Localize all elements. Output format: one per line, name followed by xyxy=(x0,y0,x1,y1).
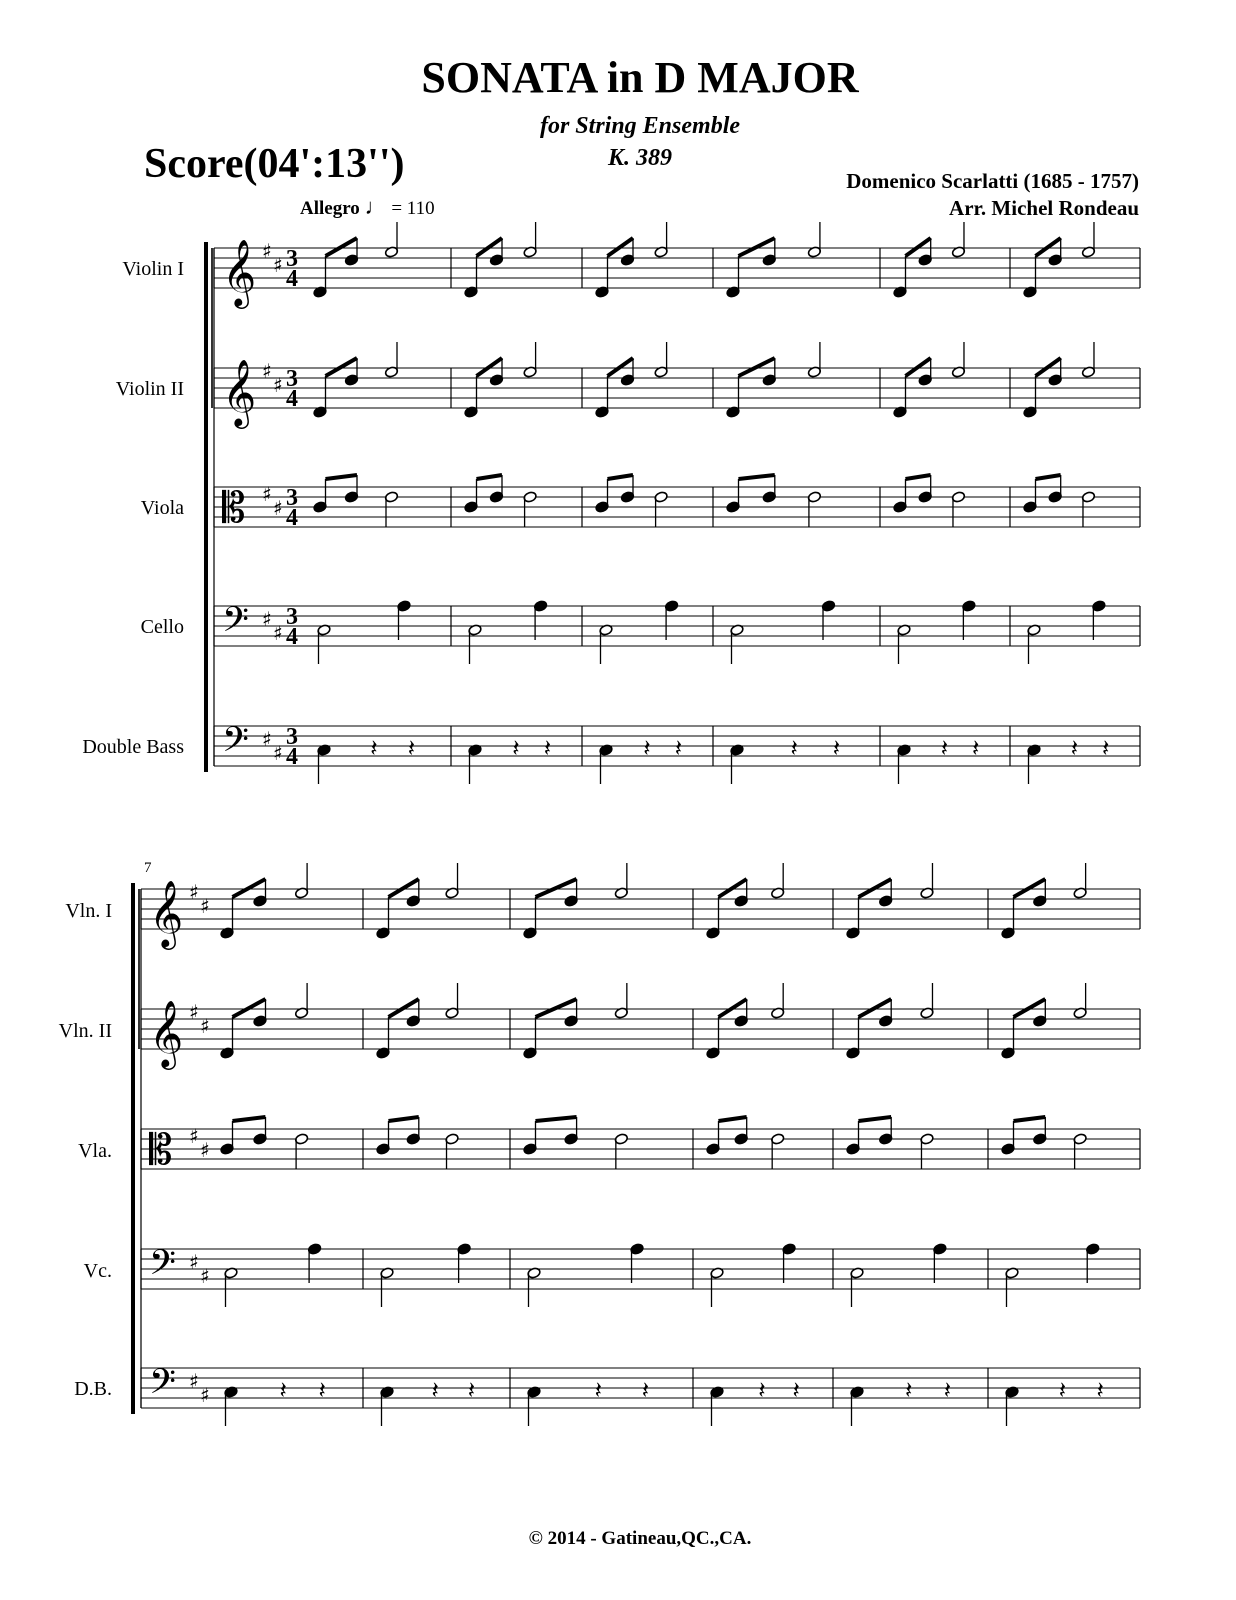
instrument-label: Viola xyxy=(140,497,184,519)
time-signature-digit: 4 xyxy=(286,744,298,770)
instrument-label: Vln. I xyxy=(65,900,112,922)
time-signature-digit: 4 xyxy=(286,624,298,650)
sharp-icon: ♯ xyxy=(273,253,283,277)
treble-clef-icon: 𝄞 xyxy=(149,999,184,1067)
beam xyxy=(536,1117,577,1121)
sharp-icon: ♯ xyxy=(189,880,199,904)
treble-clef-icon: 𝄞 xyxy=(222,358,257,426)
sharp-icon: ♯ xyxy=(189,1250,199,1274)
quarter-rest-icon: 𝄽 xyxy=(431,1376,439,1404)
instrument-label: Vla. xyxy=(78,1140,112,1162)
sharp-icon: ♯ xyxy=(200,894,210,918)
sharp-icon: ♯ xyxy=(200,1138,210,1162)
instrument-label: Double Bass xyxy=(82,736,184,758)
bass-clef-icon: 𝄢 xyxy=(222,599,250,648)
beam xyxy=(859,1117,892,1121)
quarter-rest-icon: 𝄽 xyxy=(594,1376,603,1404)
beam xyxy=(719,1117,747,1121)
quarter-rest-icon: 𝄽 xyxy=(905,1376,913,1404)
beam xyxy=(859,999,892,1017)
beam xyxy=(719,999,747,1017)
sharp-icon: ♯ xyxy=(273,496,283,520)
beam xyxy=(477,358,503,376)
time-signature-digit: 3 xyxy=(286,604,298,630)
beam xyxy=(859,879,892,897)
quarter-rest-icon: 𝄽 xyxy=(407,734,416,762)
sharp-icon: ♯ xyxy=(200,1383,210,1407)
quarter-rest-icon: 𝄽 xyxy=(543,734,552,762)
tempo-text: Allegro xyxy=(300,198,360,219)
sharp-icon: ♯ xyxy=(273,621,283,645)
quarter-rest-icon: 𝄽 xyxy=(972,734,980,762)
sharp-icon: ♯ xyxy=(189,1124,199,1148)
time-signature-digit: 4 xyxy=(286,386,298,412)
sharp-icon: ♯ xyxy=(189,1000,199,1024)
sharp-icon: ♯ xyxy=(262,359,272,383)
beam xyxy=(389,879,419,897)
beam xyxy=(536,999,577,1017)
beam xyxy=(906,475,931,479)
time-signature-digit: 4 xyxy=(286,505,298,531)
treble-clef-icon: 𝄞 xyxy=(149,879,184,947)
instrument-label: D.B. xyxy=(74,1378,112,1400)
quarter-rest-icon: 𝄽 xyxy=(641,1376,650,1404)
quarter-rest-icon: 𝄽 xyxy=(758,1376,766,1404)
beam xyxy=(608,358,634,376)
beam xyxy=(1014,879,1046,897)
bass-clef-icon: 𝄢 xyxy=(149,1242,177,1291)
beam xyxy=(536,879,577,897)
time-signature-digit: 3 xyxy=(286,485,298,511)
copyright: © 2014 - Gatineau,QC.,CA. xyxy=(528,1528,752,1549)
score-duration-label: Score(04':13'') xyxy=(144,141,405,187)
quarter-rest-icon: 𝄽 xyxy=(1070,734,1079,762)
measure-number: 7 xyxy=(144,860,152,876)
instrument-label: Cello xyxy=(140,616,184,638)
quarter-rest-icon: 𝄽 xyxy=(790,734,798,762)
beam xyxy=(739,358,775,376)
beam xyxy=(477,238,503,256)
beam xyxy=(906,358,931,376)
sharp-icon: ♯ xyxy=(273,373,283,397)
time-signature-digit: 3 xyxy=(286,724,298,750)
tempo-value: = 110 xyxy=(391,198,435,219)
beam xyxy=(1014,1117,1046,1121)
beam xyxy=(739,475,775,479)
beam xyxy=(1036,475,1061,479)
quarter-rest-icon: 𝄽 xyxy=(643,734,651,762)
instrument-label: Vc. xyxy=(83,1260,112,1282)
quarter-rest-icon: 𝄽 xyxy=(792,1376,800,1404)
quarter-rest-icon: 𝄽 xyxy=(832,734,841,762)
arranger: Arr. Michel Rondeau xyxy=(949,196,1139,220)
quarter-rest-icon: 𝄽 xyxy=(467,1376,476,1404)
beam xyxy=(233,999,266,1017)
time-signature-digit: 4 xyxy=(286,266,298,292)
quarter-rest-icon: 𝄽 xyxy=(1058,1376,1067,1404)
time-signature-digit: 3 xyxy=(286,366,298,392)
beam xyxy=(608,238,634,256)
composer: Domenico Scarlatti (1685 - 1757) xyxy=(846,169,1139,193)
instrument-label: Violin I xyxy=(122,258,184,280)
quarter-rest-icon: 𝄽 xyxy=(318,1376,326,1404)
beam xyxy=(326,358,358,376)
beam xyxy=(477,475,503,479)
sharp-icon: ♯ xyxy=(262,607,272,631)
bass-clef-icon: 𝄢 xyxy=(149,1361,177,1410)
alto-clef-icon: 𝄡 xyxy=(149,1125,173,1174)
instrument-label: Violin II xyxy=(115,378,184,400)
catalog-number: K. 389 xyxy=(607,145,672,171)
page-title: SONATA in D MAJOR xyxy=(421,53,859,102)
quarter-note-icon: ♩ xyxy=(364,194,387,219)
treble-clef-icon: 𝄞 xyxy=(222,238,257,306)
alto-clef-icon: 𝄡 xyxy=(222,483,246,532)
beam xyxy=(389,1117,419,1121)
quarter-rest-icon: 𝄽 xyxy=(940,734,949,762)
time-signature-digit: 3 xyxy=(286,246,298,272)
sharp-icon: ♯ xyxy=(262,727,272,751)
beam xyxy=(233,879,266,897)
beam xyxy=(906,238,931,256)
quarter-rest-icon: 𝄽 xyxy=(512,734,520,762)
quarter-rest-icon: 𝄽 xyxy=(674,734,683,762)
beam xyxy=(739,238,775,256)
beam xyxy=(326,475,358,479)
beam xyxy=(719,879,747,897)
beam xyxy=(233,1117,266,1121)
subtitle: for String Ensemble xyxy=(539,113,741,139)
quarter-rest-icon: 𝄽 xyxy=(370,734,378,762)
quarter-rest-icon: 𝄽 xyxy=(1096,1376,1104,1404)
beam xyxy=(1036,358,1061,376)
sharp-icon: ♯ xyxy=(189,1369,199,1393)
quarter-rest-icon: 𝄽 xyxy=(943,1376,952,1404)
sharp-icon: ♯ xyxy=(200,1014,210,1038)
quarter-rest-icon: 𝄽 xyxy=(279,1376,287,1404)
quarter-rest-icon: 𝄽 xyxy=(1102,734,1110,762)
sharp-icon: ♯ xyxy=(262,482,272,506)
sharp-icon: ♯ xyxy=(273,741,283,765)
instrument-label: Vln. II xyxy=(58,1020,112,1042)
sharp-icon: ♯ xyxy=(262,239,272,263)
beam xyxy=(1036,238,1061,256)
beam xyxy=(326,238,358,256)
beam xyxy=(389,999,419,1017)
beam xyxy=(608,475,634,479)
bass-clef-icon: 𝄢 xyxy=(222,719,250,768)
sharp-icon: ♯ xyxy=(200,1264,210,1288)
beam xyxy=(1014,999,1046,1017)
